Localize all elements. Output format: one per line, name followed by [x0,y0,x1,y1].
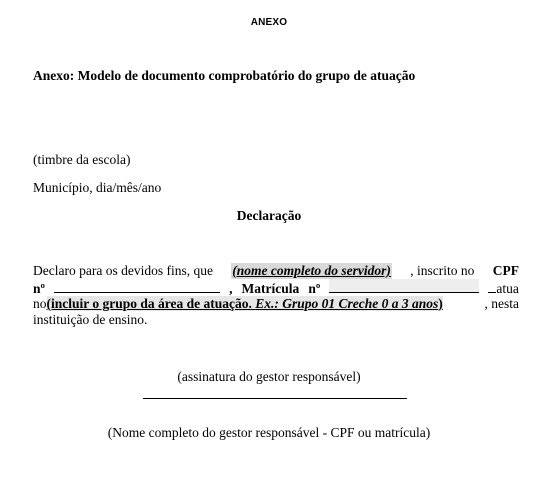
annex-header: ANEXO [250,17,288,28]
server-name-field[interactable]: (nome completo do servidor) [232,263,391,278]
group-sentence [33,296,443,312]
place-date-line: Município, dia/mês/ano [33,180,162,195]
paragraph-line-1 [33,263,519,279]
matricula-number-label: nº [308,280,321,296]
registered-text: , inscrito no [410,263,475,278]
annex-subtitle: Anexo: Modelo de documento comprobatório do grupo de atuação [33,68,416,83]
nesta-text: , nesta [484,296,519,311]
closing-text: instituição de ensino. [33,311,148,327]
atua-text [488,281,519,297]
matricula-label: Matrícula [241,280,300,296]
atua-word: atua [496,280,519,296]
group-field-close: ) [438,296,443,311]
comma-text: , [229,280,233,296]
declaration-paragraph [33,263,519,327]
group-field[interactable] [47,296,443,311]
paragraph-line-3 [33,296,519,312]
group-field-instruction: (incluir o grupo da área de atuação. [46,296,252,311]
signature-label: (assinatura do gestor responsável) [177,369,361,384]
cpf-blank[interactable] [54,281,220,293]
signature-line[interactable] [143,398,407,399]
paragraph-line-2 [33,279,519,297]
no-text: no [33,296,47,311]
group-field-example: Ex.: Grupo 01 Creche 0 a 3 anos [255,296,439,311]
paragraph-line-4 [33,312,519,328]
cpf-number-label: nº [33,280,45,296]
cpf-label: CPF [492,263,519,278]
intro-text: Declaro para os devidos fins, que [33,263,213,278]
declaration-title: Declaração [236,208,302,223]
manager-name-caption: (Nome completo do gestor responsável - CPF ou matrícula) [107,425,431,440]
matricula-blank[interactable] [329,279,479,293]
school-letterhead-placeholder: (timbre da escola) [33,152,131,167]
